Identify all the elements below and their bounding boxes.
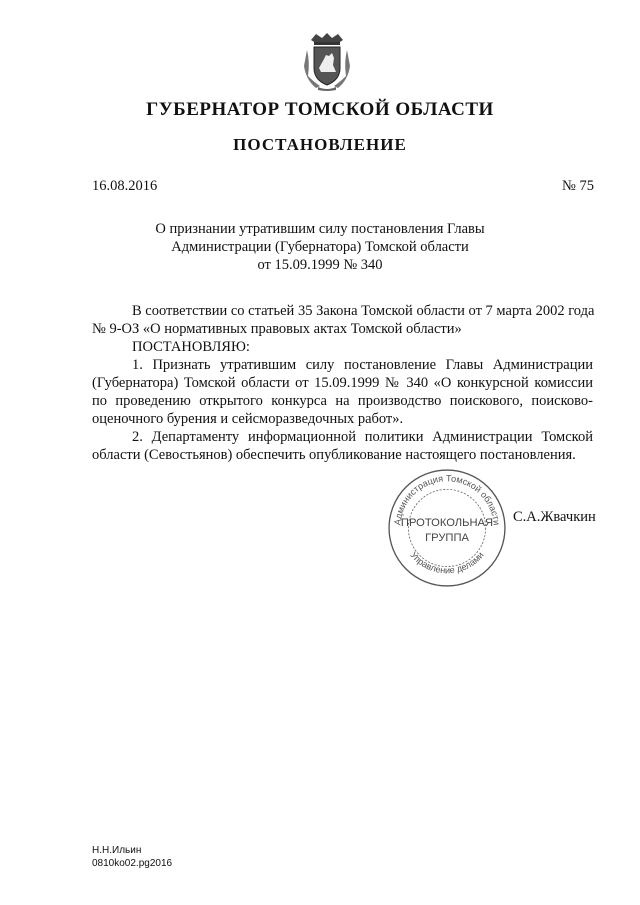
signatory-name: С.А.Жвачкин — [513, 509, 596, 525]
body-line: области (Севостьянов) обеспечить опубликование настоящего постановления. — [92, 447, 576, 463]
coat-of-arms-icon — [302, 32, 352, 92]
body-line: по проведению открытого конкурса на производство поискового, поисково- — [92, 393, 593, 409]
document-date: 16.08.2016 — [92, 178, 158, 194]
official-stamp — [386, 467, 508, 589]
executor-name: Н.Н.Ильин — [92, 845, 142, 856]
document-number: № 75 — [562, 178, 594, 194]
stamp-line2: ГРУППА — [425, 532, 469, 545]
subject-line: О признании утратившим силу постановления Главы — [155, 221, 485, 237]
subject-line: от 15.09.1999 № 340 — [257, 257, 383, 273]
stamp-ring-top: Администрация Томской области — [392, 473, 502, 526]
governor-heading: ГУБЕРНАТОР ТОМСКОЙ ОБЛАСТИ — [146, 99, 494, 120]
body-line: (Губернатора) Томской области от 15.09.1999 № 340 «О конкурсной комиссии — [92, 375, 593, 391]
body-line: ПОСТАНОВЛЯЮ: — [132, 339, 250, 355]
stamp-ring-bottom: Управление делами — [408, 549, 486, 576]
file-reference: 0810ko02.pg2016 — [92, 858, 173, 869]
svg-text:Управление делами — [408, 550, 485, 575]
body-line: 2. Департаменту информационной политики Администрации Томской — [132, 429, 593, 445]
body-line: 1. Признать утратившим силу постановление Главы Администрации — [132, 357, 593, 373]
body-line: В соответствии со статьей 35 Закона Томской области от 7 марта 2002 года — [132, 303, 595, 319]
body-line: оценочного бурения и сейсморазведочных работ». — [92, 411, 404, 427]
body-line: № 9-ОЗ «О нормативных правовых актах Томской области» — [92, 321, 462, 337]
document-type-heading: ПОСТАНОВЛЕНИЕ — [233, 135, 407, 154]
stamp-line1: ПРОТОКОЛЬНАЯ — [400, 516, 494, 529]
subject-line: Администрации (Губернатора) Томской области — [171, 239, 469, 255]
